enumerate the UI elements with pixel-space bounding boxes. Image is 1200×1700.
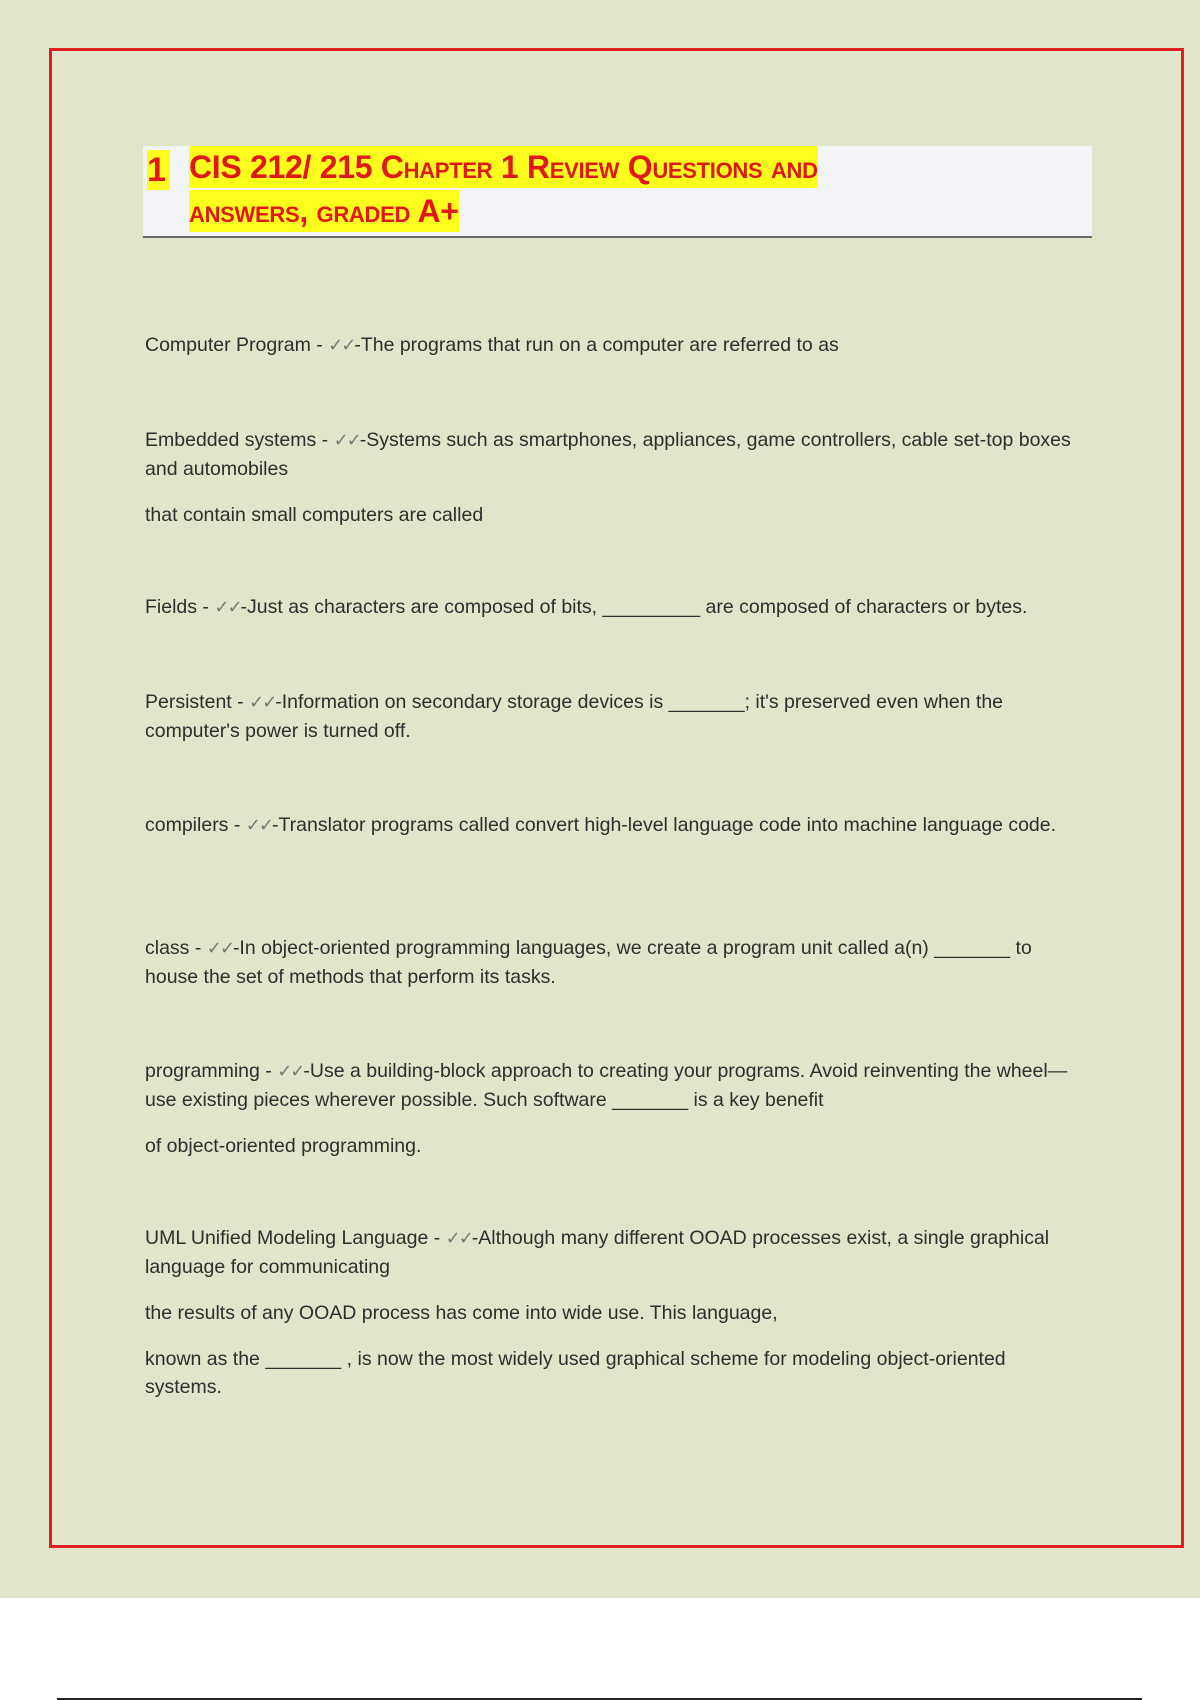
qa-line	[145, 331, 1075, 360]
qa-definition: -In object-oriented programming languages, we create a program unit called a(n) _______ to house the set of methods that perform its tasks.	[145, 937, 1032, 988]
double-check-icon: ✓✓	[245, 815, 272, 836]
qa-definition: -Just as characters are composed of bits, _________ are composed of characters or bytes.	[240, 596, 1028, 618]
heading-title-line-1: CIS 212/ 215 Chapter 1 Review Questions and	[189, 146, 818, 188]
qa-term: programming -	[145, 1060, 278, 1082]
qa-definition-continued: of object-oriented programming.	[145, 1135, 422, 1157]
qa-term: Computer Program -	[145, 334, 329, 356]
qa-line	[145, 688, 1075, 745]
qa-line	[145, 1057, 1075, 1114]
qa-line	[145, 811, 1075, 840]
qa-definition: -Systems such as smartphones, appliances, game controllers, cable set-top boxes and automobiles	[145, 429, 1071, 480]
double-check-icon: ✓✓	[445, 1228, 472, 1249]
qa-definition: -The programs that run on a computer are referred to as	[354, 334, 839, 356]
qa-line	[145, 426, 1075, 483]
heading-number: 1	[147, 150, 170, 190]
qa-item	[145, 811, 1075, 840]
qa-item	[145, 426, 1075, 529]
double-check-icon: ✓✓	[214, 597, 241, 618]
qa-definition: -Information on secondary storage devices is _______; it's preserved even when the computer's power is turned off.	[145, 691, 1004, 742]
qa-definition: -Use a building-block approach to creating your programs. Avoid reinventing the wheel—use existing pieces wherever possible. Such software _______ is a key benefit	[145, 1060, 1068, 1111]
qa-line	[145, 593, 1075, 622]
double-check-icon: ✓✓	[333, 430, 360, 451]
qa-term: Persistent -	[145, 691, 250, 713]
qa-item	[145, 593, 1075, 622]
double-check-icon: ✓✓	[328, 335, 355, 356]
qa-term: Embedded systems -	[145, 429, 334, 451]
qa-item	[145, 934, 1075, 991]
qa-term: class -	[145, 937, 207, 959]
double-check-icon: ✓✓	[249, 692, 276, 713]
qa-line	[145, 1224, 1075, 1281]
qa-term: Fields -	[145, 596, 215, 618]
qa-line	[145, 934, 1075, 991]
qa-term: compilers -	[145, 814, 246, 836]
qa-term: UML Unified Modeling Language -	[145, 1227, 446, 1249]
qa-item	[145, 688, 1075, 745]
qa-definition-continued: known as the _______ , is now the most widely used graphical scheme for modeling object-oriented systems.	[145, 1348, 1006, 1398]
qa-definition-continued: the results of any OOAD process has come into wide use. This language,	[145, 1302, 778, 1324]
qa-definition: -Translator programs called convert high-level language code into machine language code.	[271, 814, 1057, 836]
qa-item	[145, 331, 1075, 360]
double-check-icon: ✓✓	[206, 938, 233, 959]
qa-item	[145, 1057, 1075, 1160]
qa-definition-continued: that contain small computers are called	[145, 504, 484, 526]
heading-title-line-2: answers, graded A+	[189, 190, 459, 232]
double-check-icon: ✓✓	[277, 1061, 304, 1082]
qa-definition: -Although many different OOAD processes exist, a single graphical language for communicating	[145, 1227, 1050, 1278]
qa-item	[145, 1224, 1075, 1401]
